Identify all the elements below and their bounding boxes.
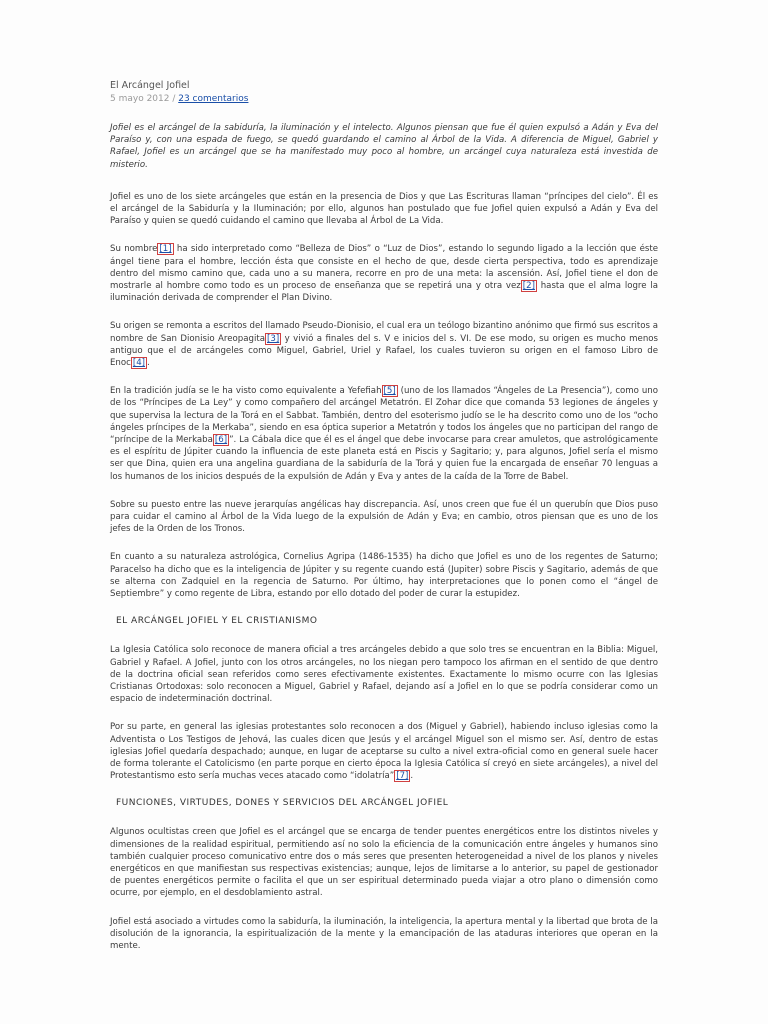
text: ”. La Cábala dice que él es el ángel que debe invocarse para crear amuletos, que astrológicamente es el espíritu de Júpiter cuando la influencia de este planeta está en Piscis y Sagitario; y, para algunos, Jofiel sería el mismo ser que Dina, quien era una angelina guardiana de la sabiduría de la Torá y quien fue la encargada de enseñar 70 lenguas a los humanos de los inicios después de la expulsión de Adán y Eva y antes de la caída de la Torre de Babel.: [110, 435, 658, 482]
footnote-ref-4[interactable]: [4]: [132, 358, 146, 369]
text: y vivió a finales del s. V e inicios del s. VI. De ese modo, su origen es mucho menos antiguo que el de arcángeles como Miguel, Gabriel, Uriel y Rafael, los cuales tuvieron su origen en el famoso Libro de Enoc: [110, 333, 659, 369]
footnote-ref-6[interactable]: [6]: [214, 435, 228, 446]
text: hasta que el alma logre la iluminación derivada de comprender el Plan Divino.: [110, 281, 658, 304]
text: (uno de los llamados “Ángeles de La Presencia”), como uno de los “Príncipes de La Ley” y como compañero del arcángel Metatrón. El Zohar dice que comanda 53 legiones de ángeles y que supervisa la lectura de la Torá en el Sabbat. También, dentro del esoterismo judío se le ha descrito como uno de los “ocho ángeles príncipes de la Merkaba”, siendo en esa óptica superior a Metatrón y todos los ángeles que no participan del rango de “príncipe de la Merkaba: [110, 386, 658, 446]
paragraph-4: [110, 385, 658, 483]
post-meta: [110, 94, 658, 104]
text: Su origen se remonta a escritos del llamado Pseudo-Dionisio, el cual era un teólogo bizantino anónimo que firmó sus escritos a nombre de San Dionisio Areopagita: [110, 321, 658, 344]
section-heading-functions: FUNCIONES, VIRTUDES, DONES Y SERVICIOS DEL ARCÁNGEL JOFIEL: [116, 798, 449, 809]
text: En la tradición judía se le ha visto como equivalente a Yefefiah: [110, 386, 382, 397]
paragraph-8: [110, 721, 658, 782]
paragraph-9: Algunos ocultistas creen que Jofiel es el arcángel que se encarga de tender puentes energéticos entre los distintos niveles y dimensiones de la realidad espiritual, permitiendo así no solo la eficiencia de la comunicación entre ángeles y humanos sino también cualquier proceso comunicativo entre dos o más seres que presenten heterogeneidad a nivel de los planos y niveles energéticos en que manifiestan sus respectivas existencias; aunque, lejos de limitarse a lo anterior, su papel de gestionador de puentes energéticos permite o facilita el que un ser espiritual determinado pueda viajar a otro plano o dimensión como ocurre, por ejemplo, en el desdoblamiento astral.: [110, 827, 658, 899]
text: Su nombre: [110, 244, 158, 255]
footnote-ref-3[interactable]: [3]: [267, 333, 280, 344]
footnote-ref-7[interactable]: [7]: [396, 771, 409, 782]
post-date: 5 mayo 2012: [110, 94, 170, 104]
text: Por su parte, en general las iglesias protestantes solo reconocen a dos (Miguel y Gabriel), habiendo incluso iglesias como la Adventista o Los Testigos de Jehová, las cuales dicen que Jesús y el arcángel Miguel son el mismo ser. Así, dentro de estas iglesias Jofiel quedaría despachado; aunque, en lugar de aceptarse su culto a nivel extra-oficial como en general suele hacer de forma tolerante el Catolicismo (en parte porque en cierto época la Iglesia Católica sí creyó en siete arcángeles), a nivel del Protestantismo esto sería muchas veces atacado como “idolatría”: [110, 722, 658, 782]
paragraph-3: [110, 320, 658, 369]
paragraph-10: Jofiel está asociado a virtudes como la sabiduría, la iluminación, la inteligencia, la apertura mental y la libertad que brota de la disolución de la ignorancia, la espiritualización de la mente y la emancipación de las ataduras interiores que operan en la mente.: [110, 916, 658, 951]
text: .: [147, 358, 150, 369]
footnote-ref-2[interactable]: [2]: [522, 281, 535, 292]
footnote-ref-1[interactable]: [1]: [159, 244, 172, 255]
paragraph-1: Jofiel es uno de los siete arcángeles que están en la presencia de Dios y que Las Escrituras llaman “príncipes del cielo”. Él es el arcángel de la Sabiduría y la Iluminación; por ello, algunos han postulado que fue Jofiel quien expulsó a Adán y Eva del Paraíso y quien se quedó cuidando el camino que llevaba al Árbol de La Vida.: [110, 191, 658, 227]
comments-link[interactable]: 23 comentarios: [178, 94, 249, 104]
text: .: [410, 771, 414, 782]
text: ha sido interpretado como “Belleza de Dios” o “Luz de Dios”, estando lo segundo ligado a la lección que éste ángel tiene para el hombre, lección ésta que consiste en el hecho de que, desde cierta perspectiva, todo es aprendizaje dentro del mismo camino que, cada uno a su manera, recorre en pro de una meta: la ascensión. Así, Jofiel tiene el don de mostrarle al hombre como todo es un proceso de enseñanza que se repetirá una y otra vez: [110, 244, 659, 292]
page-title: El Arcángel Jofiel: [110, 80, 190, 91]
section-heading-christianity: EL ARCÁNGEL JOFIEL Y EL CRISTIANISMO: [116, 616, 318, 627]
intro-paragraph: Jofiel es el arcángel de la sabiduría, la iluminación y el intelecto. Algunos piensan que fue él quien expulsó a Adán y Eva del Paraíso y, con una espada de fuego, se quedó guardando el camino al Árbol de la Vida. A diferencia de Miguel, Gabriel y Rafael, Jofiel es un arcángel que se ha manifestado muy poco al hombre, un arcángel cuya naturaleza está investida de misterio.: [110, 123, 658, 170]
paragraph-6: En cuanto a su naturaleza astrológica, Cornelius Agripa (1486-1535) ha dicho que Jofiel es uno de los regentes de Saturno; Paracelso ha dicho que es la inteligencia de Júpiter y su regente cuando está (Jupiter) sobre Piscis y Sagitario, además de que se alterna con Zadquiel en la regencia de Saturno. Por último, hay interpretaciones que lo ponen como el “ángel de Septiembre” y como regente de Libra, estando por ello dotado del poder de curar la estupidez.: [110, 552, 658, 600]
meta-separator: /: [169, 94, 179, 104]
footnote-ref-5[interactable]: [5]: [383, 386, 396, 397]
paragraph-5: Sobre su puesto entre las nueve jerarquías angélicas hay discrepancia. Así, unos creen que fue él un querubín que Dios puso para cuidar el camino al Árbol de la Vida luego de la expulsión de Adán y Eva; en cambio, otros piensan que es uno de los jefes de la Orden de los Tronos.: [110, 499, 658, 535]
paragraph-2: [110, 243, 658, 304]
paragraph-7: La Iglesia Católica solo reconoce de manera oficial a tres arcángeles debido a que solo tres se encuentran en la Biblia: Miguel, Gabriel y Rafael. A Jofiel, junto con los otros arcángeles, no los niegan pero tampoco los afirman en el sentido de que dentro de la doctrina oficial sean referidos como seres efectivamente existentes. Exactamente lo mismo ocurre con las Iglesias Cristianas Ortodoxas: solo reconocen a Miguel, Gabriel y Rafael, dejando así a Jofiel en lo que se podría considerar como un espacio de indeterminación doctrinal.: [110, 645, 658, 705]
